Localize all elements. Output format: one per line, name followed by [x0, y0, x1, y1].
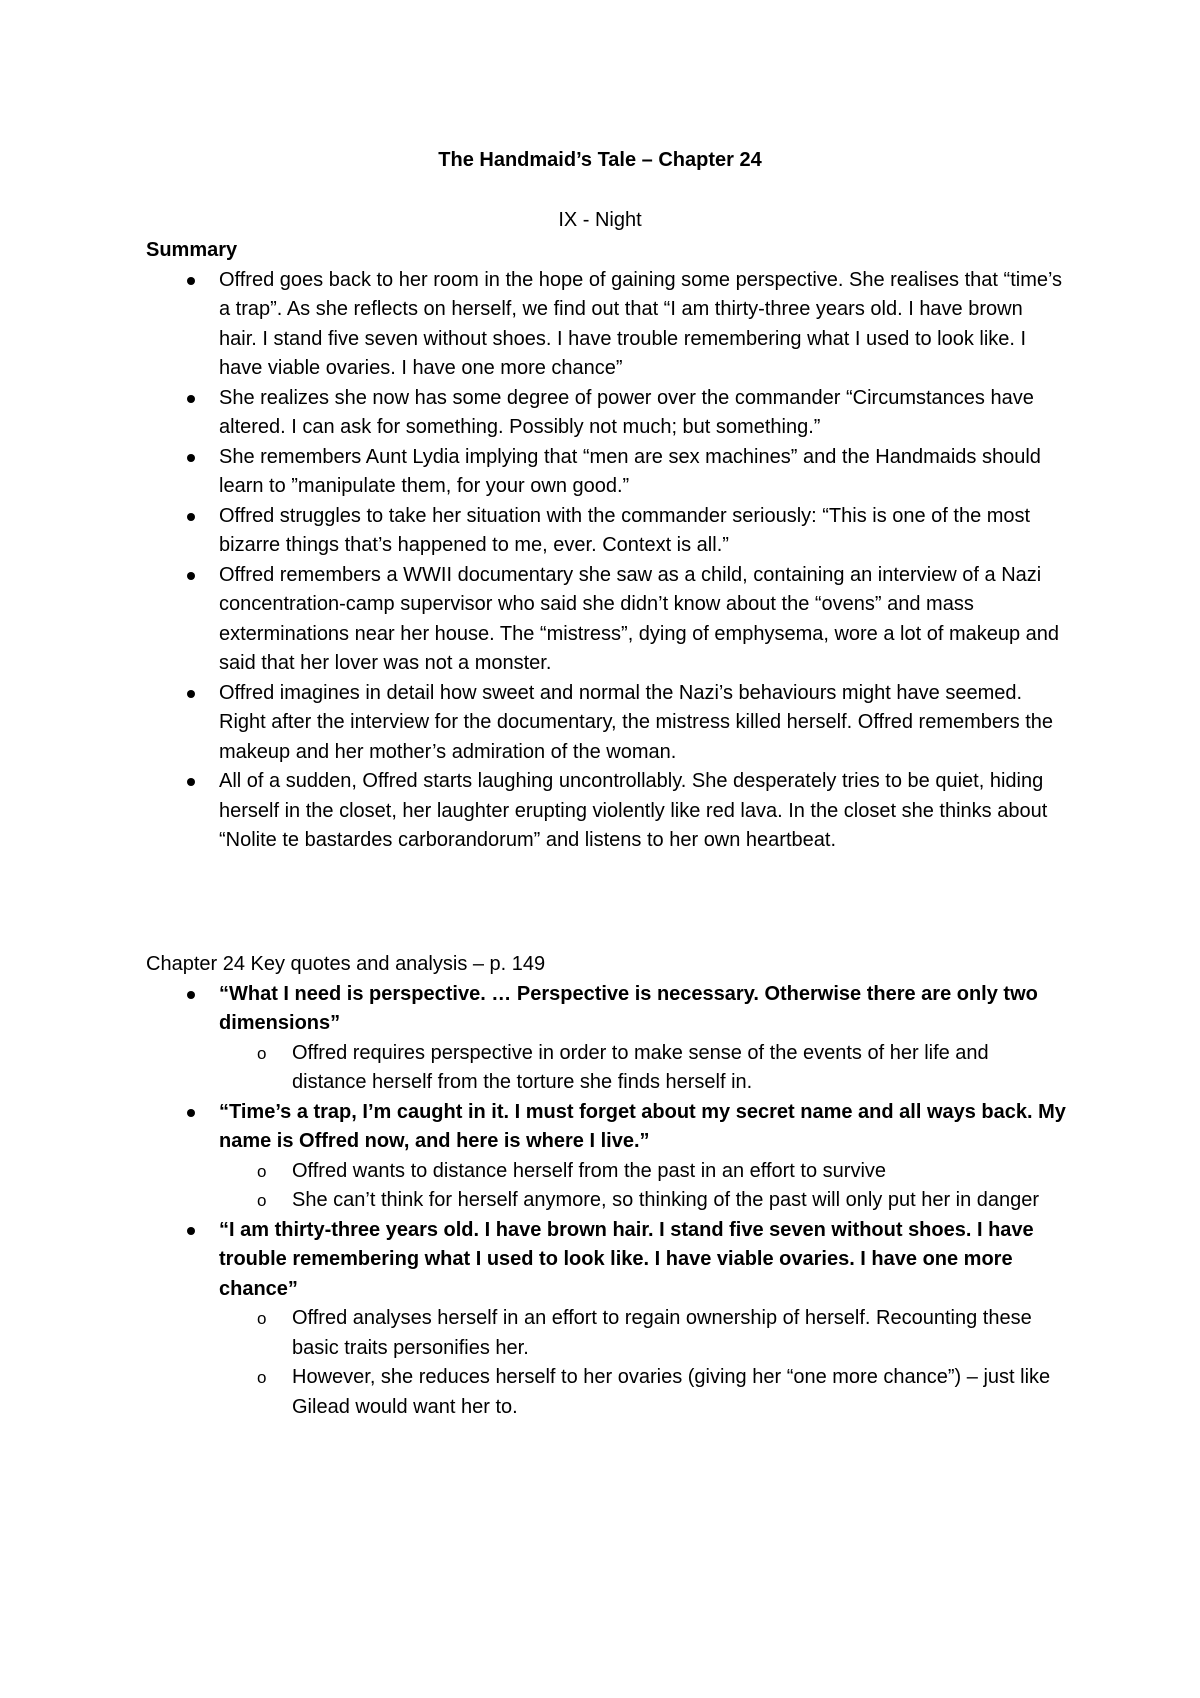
summary-item: Offred goes back to her room in the hope of gaining some perspective. She realises that “time’s a trap”. As she reflects on herself, we find out that “I am thirty-three years old. I have brown hair. I stand five seven without shoes. I have trouble remembering what I used to look like. I have viable ovaries. I have one more chance”	[146, 266, 1066, 384]
summary-heading: Summary	[146, 239, 238, 261]
key-quotes-section	[146, 950, 1066, 1422]
summary-item: Offred struggles to take her situation with the commander seriously: “This is one of the most bizarre things that’s happened to me, ever. Context is all.”	[146, 502, 1066, 561]
analysis-item: o She can’t think for herself anymore, so thinking of the past will only put her in danger	[219, 1186, 1066, 1216]
summary-item: Offred imagines in detail how sweet and normal the Nazi’s behaviours might have seemed. Right after the interview for the documentary, the mistress killed herself. Offred remembers the makeup and her mother’s admiration of the woman.	[146, 679, 1066, 768]
key-quotes-list	[146, 980, 1066, 1423]
quote-text: “I am thirty-three years old. I have brown hair. I stand five seven without shoes. I have trouble remembering what I used to look like. I have viable ovaries. I have one more chance”	[219, 1218, 1034, 1300]
summary-item: She remembers Aunt Lydia implying that “men are sex machines” and the Handmaids should learn to ”manipulate them, for your own good.”	[146, 443, 1066, 502]
quote-item	[146, 980, 1066, 1098]
summary-item: All of a sudden, Offred starts laughing uncontrollably. She desperately tries to be quiet, hiding herself in the closet, her laughter erupting violently like red lava. In the closet she thinks about “Nolite te bastardes carborandorum” and listens to her own heartbeat.	[146, 767, 1066, 856]
analysis-item: o Offred wants to distance herself from the past in an effort to survive	[219, 1157, 1066, 1187]
document-subtitle: IX - Night	[558, 209, 642, 231]
analysis-item: o Offred analyses herself in an effort to regain ownership of herself. Recounting these basic traits personifies her.	[219, 1304, 1066, 1363]
analysis-list	[219, 1304, 1066, 1422]
quote-item	[146, 1098, 1066, 1216]
analysis-item: o However, she reduces herself to her ovaries (giving her “one more chance”) – just like Gilead would want her to.	[219, 1363, 1066, 1422]
document-title: The Handmaid’s Tale – Chapter 24	[438, 149, 762, 171]
summary-item: She realizes she now has some degree of power over the commander “Circumstances have altered. I can ask for something. Possibly not much; but something.”	[146, 384, 1066, 443]
analysis-list	[219, 1157, 1066, 1216]
quote-text: “Time’s a trap, I’m caught in it. I must forget about my secret name and all ways back. My name is Offred now, and here is where I live.”	[219, 1100, 1066, 1152]
quote-item	[146, 1216, 1066, 1423]
summary-item: Offred remembers a WWII documentary she saw as a child, containing an interview of a Nazi concentration-camp supervisor who said she didn’t know about the “ovens” and mass exterminations near her house. The “mistress”, dying of emphysema, wore a lot of makeup and said that her lover was not a monster.	[146, 561, 1066, 679]
analysis-item: o Offred requires perspective in order to make sense of the events of her life and distance herself from the torture she finds herself in.	[219, 1039, 1066, 1098]
summary-section	[146, 236, 1066, 856]
key-quotes-heading: Chapter 24 Key quotes and analysis – p. 149	[146, 953, 546, 975]
quote-text: “What I need is perspective. … Perspective is necessary. Otherwise there are only two dimensions”	[219, 982, 1038, 1034]
analysis-list	[219, 1039, 1066, 1098]
summary-list	[146, 266, 1066, 856]
